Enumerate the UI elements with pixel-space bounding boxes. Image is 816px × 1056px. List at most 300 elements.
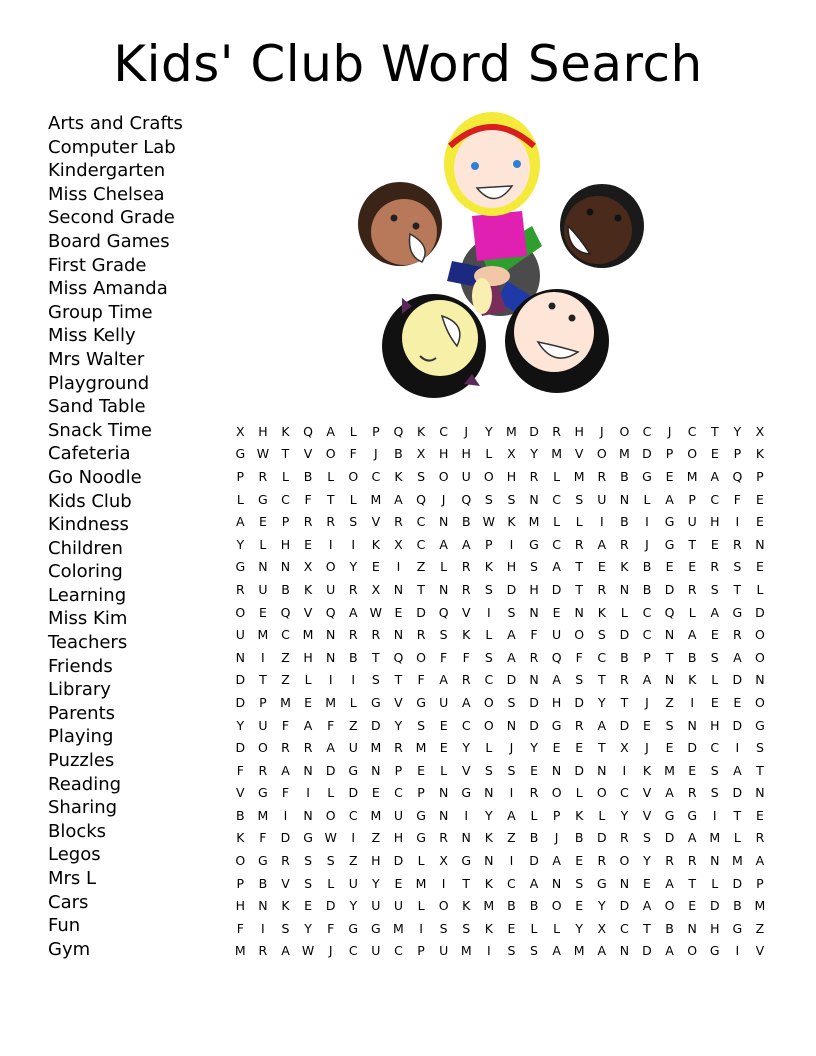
grid-row [229, 691, 771, 714]
grid-letter: I [645, 514, 649, 530]
grid-letter: L [553, 468, 561, 484]
grid-letter: J [645, 740, 649, 756]
grid-letter: M [370, 740, 382, 756]
grid-letter: U [439, 943, 449, 959]
word-list-item: Playing [48, 726, 114, 748]
grid-letter: D [348, 785, 359, 801]
grid-letter: P [485, 536, 493, 552]
grid-letter: D [506, 581, 517, 597]
grid-letter: S [575, 491, 584, 507]
grid-letter: H [235, 898, 245, 914]
grid-letter: V [461, 604, 471, 620]
grid-letter: S [439, 627, 448, 643]
grid-letter: A [665, 785, 674, 801]
grid-letter: M [370, 807, 382, 823]
grid-letter: X [620, 740, 629, 756]
grid-letter: Y [733, 423, 742, 439]
grid-letter: K [755, 446, 765, 462]
grid-letter: B [574, 830, 584, 846]
grid-letter: S [507, 943, 516, 959]
grid-row [229, 465, 771, 488]
grid-letter: G [664, 807, 675, 823]
grid-letter: W [324, 830, 337, 846]
grid-letter: X [416, 446, 426, 462]
grid-letter: P [417, 785, 425, 801]
word-list-item: Legos [48, 844, 101, 866]
grid-letter: A [665, 875, 674, 891]
word-list-item: Computer Lab [48, 136, 176, 158]
grid-letter: N [235, 649, 245, 665]
grid-letter: Q [303, 423, 313, 439]
grid-letter: I [351, 536, 356, 552]
grid-letter: S [643, 830, 651, 846]
grid-row [229, 940, 771, 963]
grid-letter: R [461, 581, 471, 597]
grid-letter: A [642, 898, 652, 914]
grid-letter: E [552, 604, 561, 620]
grid-letter: S [326, 853, 335, 869]
grid-letter: K [484, 559, 493, 575]
grid-letter: T [710, 423, 719, 439]
grid-letter: E [439, 717, 448, 733]
grid-row [229, 872, 771, 895]
grid-letter: A [236, 514, 245, 530]
grid-letter: O [755, 649, 765, 665]
grid-letter: L [417, 853, 425, 869]
grid-letter: M [302, 627, 314, 643]
grid-letter: N [461, 830, 471, 846]
grid-letter: K [281, 898, 290, 914]
grid-letter: T [575, 581, 584, 597]
grid-letter: K [642, 762, 652, 778]
grid-letter: Q [551, 649, 562, 665]
grid-letter: Y [304, 920, 312, 936]
grid-letter: E [304, 536, 313, 552]
grid-letter: F [259, 830, 267, 846]
grid-letter: E [597, 559, 606, 575]
grid-letter: B [348, 649, 358, 665]
grid-letter: U [687, 514, 697, 530]
grid-letter: M [551, 446, 562, 462]
grid-letter: A [281, 943, 290, 959]
grid-letter: G [416, 694, 426, 710]
grid-letter: H [506, 468, 517, 484]
grid-letter: V [281, 875, 290, 891]
grid-letter: U [393, 898, 404, 914]
grid-letter: A [597, 536, 607, 552]
grid-letter: W [301, 943, 315, 959]
grid-letter: I [599, 514, 604, 530]
grid-letter: M [664, 762, 675, 778]
grid-letter: P [665, 446, 674, 462]
grid-letter: C [620, 920, 629, 936]
grid-letter: P [372, 423, 380, 439]
grid-letter: S [710, 785, 719, 801]
grid-letter: Z [348, 853, 358, 869]
grid-letter: A [687, 830, 697, 846]
grid-letter: L [643, 491, 651, 507]
grid-letter: K [688, 672, 697, 688]
boy-left [358, 182, 442, 266]
grid-letter: K [597, 604, 606, 620]
grid-letter: I [690, 694, 695, 710]
grid-letter: T [597, 672, 606, 688]
word-list-item: Sharing [48, 797, 118, 819]
grid-row [229, 894, 771, 917]
grid-letter: R [687, 581, 697, 597]
grid-letter: G [755, 717, 765, 733]
grid-letter: D [755, 604, 765, 620]
grid-letter: L [553, 920, 561, 936]
grid-letter: C [552, 536, 561, 552]
grid-letter: N [280, 559, 291, 575]
grid-letter: R [326, 514, 336, 530]
grid-letter: V [303, 604, 313, 620]
grid-letter: C [281, 627, 290, 643]
grid-letter: E [552, 740, 561, 756]
grid-letter: R [416, 627, 426, 643]
grid-letter: F [733, 491, 741, 507]
grid-letter: D [732, 785, 743, 801]
grid-letter: A [597, 943, 607, 959]
grid-letter: C [461, 717, 471, 733]
grid-letter: T [597, 740, 606, 756]
grid-letter: A [597, 717, 607, 733]
grid-letter: I [261, 649, 265, 665]
grid-letter: N [438, 514, 449, 530]
grid-letter: C [439, 423, 448, 439]
grid-letter: M [257, 627, 269, 643]
grid-letter: R [597, 853, 607, 869]
grid-row [229, 533, 771, 556]
word-list [48, 112, 183, 961]
grid-letter: R [687, 853, 697, 869]
grid-letter: A [326, 740, 335, 756]
grid-letter: Y [349, 559, 358, 575]
grid-letter: N [664, 627, 675, 643]
grid-letter: E [688, 559, 697, 575]
grid-letter: X [371, 581, 381, 597]
grid-letter: G [416, 807, 426, 823]
grid-letter: O [755, 627, 765, 643]
grid-letter: A [733, 762, 742, 778]
grid-letter: A [710, 604, 720, 620]
grid-letter: D [551, 581, 562, 597]
grid-letter: K [620, 559, 629, 575]
grid-letter: T [620, 694, 629, 710]
grid-letter: E [394, 875, 403, 891]
grid-row [229, 849, 771, 872]
grid-letter: R [529, 468, 539, 484]
word-list-item: Kindergarten [48, 160, 166, 182]
word-list-item: Blocks [48, 820, 107, 842]
grid-letter: V [461, 762, 471, 778]
grid-letter: E [756, 807, 764, 823]
grid-letter: I [622, 762, 627, 778]
grid-letter: Z [281, 672, 290, 688]
grid-letter: Y [530, 740, 538, 756]
grid-letter: D [619, 627, 630, 643]
grid-letter: D [416, 604, 426, 620]
grid-letter: T [372, 649, 380, 665]
grid-letter: K [484, 875, 493, 891]
grid-letter: D [529, 423, 539, 439]
grid-letter: K [484, 920, 493, 936]
grid-letter: A [507, 807, 516, 823]
grid-letter: L [236, 491, 244, 507]
grid-letter: R [258, 762, 268, 778]
grid-letter: A [394, 491, 403, 507]
grid-letter: F [530, 627, 538, 643]
grid-letter: T [643, 920, 651, 936]
girl-bottom-left [382, 294, 486, 398]
grid-letter: A [755, 853, 765, 869]
grid-letter: L [282, 468, 289, 484]
grid-letter: L [688, 604, 696, 620]
grid-letter: E [575, 898, 584, 914]
grid-letter: S [439, 920, 448, 936]
grid-letter: Y [597, 694, 606, 710]
grid-letter: I [712, 807, 717, 823]
grid-letter: H [506, 559, 517, 575]
grid-letter: Q [664, 604, 675, 620]
grid-letter: L [440, 762, 448, 778]
grid-letter: T [417, 581, 425, 597]
grid-letter: H [280, 536, 291, 552]
grid-letter: E [258, 604, 267, 620]
word-list-item: Parents [48, 702, 115, 724]
grid-letter: L [440, 559, 448, 575]
grid-letter: M [415, 875, 427, 891]
grid-letter: U [371, 898, 381, 914]
grid-letter: O [483, 694, 494, 710]
grid-letter: O [596, 446, 607, 462]
grid-letter: N [438, 581, 449, 597]
grid-letter: A [439, 672, 448, 688]
grid-letter: E [439, 740, 448, 756]
grid-letter: M [754, 898, 766, 914]
grid-row [229, 556, 771, 579]
grid-letter: F [327, 717, 335, 733]
grid-letter: P [756, 875, 764, 891]
grid-letter: H [551, 694, 562, 710]
grid-letter: A [665, 491, 674, 507]
word-list-item: Miss Kim [48, 608, 128, 630]
grid-letter: I [396, 559, 401, 575]
grid-letter: Z [348, 717, 358, 733]
grid-letter: G [235, 446, 246, 462]
grid-letter: P [733, 446, 742, 462]
grid-letter: O [551, 898, 562, 914]
grid-letter: I [261, 920, 265, 936]
grid-letter: K [462, 627, 471, 643]
grid-letter: R [281, 740, 290, 756]
grid-letter: M [686, 468, 698, 484]
grid-letter: L [733, 830, 741, 846]
grid-letter: I [735, 943, 740, 959]
grid-letter: C [416, 514, 426, 530]
children-circle-illustration [332, 106, 662, 406]
grid-letter: E [733, 694, 742, 710]
grid-letter: D [325, 762, 336, 778]
grid-letter: L [756, 581, 764, 597]
grid-letter: R [529, 785, 539, 801]
grid-letter: U [258, 581, 268, 597]
grid-letter: O [619, 423, 630, 439]
grid-letter: D [642, 446, 652, 462]
grid-letter: D [371, 717, 381, 733]
grid-letter: C [642, 604, 652, 620]
grid-letter: L [553, 514, 561, 530]
grid-letter: H [710, 514, 720, 530]
grid-letter: E [665, 468, 674, 484]
grid-letter: N [619, 491, 630, 507]
grid-row [229, 578, 771, 601]
grid-letter: L [485, 446, 493, 462]
grid-letter: Y [462, 740, 471, 756]
grid-letter: N [303, 762, 313, 778]
grid-letter: C [597, 649, 607, 665]
grid-letter: D [619, 717, 630, 733]
grid-letter: N [484, 785, 494, 801]
word-list-item: Teachers [48, 632, 128, 654]
grid-letter: S [530, 559, 538, 575]
grid-letter: N [687, 717, 697, 733]
grid-letter: O [348, 468, 359, 484]
grid-letter: H [258, 423, 268, 439]
grid-letter: R [710, 559, 720, 575]
grid-letter: L [327, 875, 335, 891]
grid-letter: D [732, 717, 743, 733]
grid-letter: V [642, 807, 652, 823]
grid-letter: D [574, 762, 585, 778]
grid-letter: N [619, 581, 630, 597]
grid-letter: O [551, 785, 562, 801]
word-list-item: Kindness [48, 514, 129, 536]
grid-letter: R [665, 853, 674, 869]
grid-letter: L [575, 785, 583, 801]
grid-letter: T [326, 491, 335, 507]
grid-letter: O [325, 446, 336, 462]
grid-letter: N [574, 604, 584, 620]
word-list-item: Arts and Crafts [48, 113, 183, 134]
girl-blonde [444, 112, 540, 216]
grid-letter: P [552, 807, 561, 823]
grid-letter: B [665, 920, 674, 936]
word-list-item: Go Noodle [48, 466, 142, 488]
grid-letter: U [348, 740, 358, 756]
grid-letter: U [348, 875, 358, 891]
grid-letter: H [438, 446, 449, 462]
grid-letter: M [709, 830, 721, 846]
grid-letter: D [235, 672, 246, 688]
word-list-item: Group Time [48, 301, 153, 323]
grid-letter: Q [325, 604, 336, 620]
grid-letter: K [575, 807, 584, 823]
grid-letter: E [575, 740, 584, 756]
grid-letter: X [394, 536, 403, 552]
grid-letter: S [575, 672, 584, 688]
word-list-item: Gym [48, 938, 91, 960]
grid-letter: J [509, 740, 514, 756]
grid-letter: E [575, 853, 584, 869]
grid-letter: F [575, 649, 583, 665]
grid-letter: A [507, 649, 516, 665]
grid-letter: Y [372, 875, 380, 891]
grid-letter: N [438, 785, 449, 801]
grid-letter: G [664, 536, 675, 552]
word-list-item: Miss Chelsea [48, 183, 165, 205]
grid-letter: R [574, 536, 584, 552]
grid-letter: N [325, 649, 336, 665]
grid-letter: Y [236, 717, 245, 733]
grid-letter: B [281, 581, 290, 597]
grid-letter: A [552, 672, 561, 688]
grid-letter: N [687, 920, 697, 936]
grid-letter: P [643, 649, 651, 665]
grid-letter: P [756, 468, 764, 484]
grid-letter: R [394, 740, 403, 756]
grid-letter: P [417, 943, 425, 959]
grid-letter: Q [438, 604, 449, 620]
grid-letter: T [733, 581, 742, 597]
grid-letter: V [236, 785, 245, 801]
letter-grid [229, 420, 771, 962]
word-list-item: Reading [48, 773, 122, 795]
grid-letter: V [371, 514, 381, 530]
grid-letter: E [710, 627, 719, 643]
grid-letter: D [642, 943, 652, 959]
grid-letter: N [371, 762, 381, 778]
grid-letter: S [507, 694, 516, 710]
grid-letter: F [327, 920, 335, 936]
grid-letter: B [303, 468, 313, 484]
grid-letter: O [235, 604, 246, 620]
grid-letter: I [441, 875, 446, 891]
grid-letter: A [461, 694, 471, 710]
word-list-item: Coloring [48, 561, 123, 583]
grid-letter: E [756, 559, 764, 575]
grid-letter: C [348, 943, 358, 959]
grid-letter: A [687, 627, 697, 643]
grid-letter: N [597, 762, 607, 778]
grid-letter: C [552, 491, 561, 507]
grid-row [229, 782, 771, 805]
word-list-item: Miss Kelly [48, 325, 136, 347]
grid-letter: L [530, 807, 538, 823]
grid-letter: T [259, 672, 267, 688]
grid-row [229, 420, 771, 443]
grid-letter: L [327, 468, 335, 484]
grid-letter: D [596, 830, 607, 846]
grid-letter: E [258, 514, 267, 530]
grid-letter: I [509, 785, 514, 801]
grid-letter: G [596, 875, 607, 891]
grid-letter: R [258, 943, 268, 959]
grid-letter: S [507, 604, 516, 620]
grid-letter: S [597, 627, 606, 643]
grid-letter: C [710, 740, 720, 756]
grid-letter: N [393, 581, 404, 597]
grid-letter: Z [665, 694, 674, 710]
grid-letter: C [281, 491, 290, 507]
grid-letter: U [393, 807, 404, 823]
grid-letter: M [415, 740, 427, 756]
grid-letter: U [326, 581, 336, 597]
grid-row [229, 488, 771, 511]
grid-letter: R [620, 672, 629, 688]
grid-letter: W [256, 446, 270, 462]
